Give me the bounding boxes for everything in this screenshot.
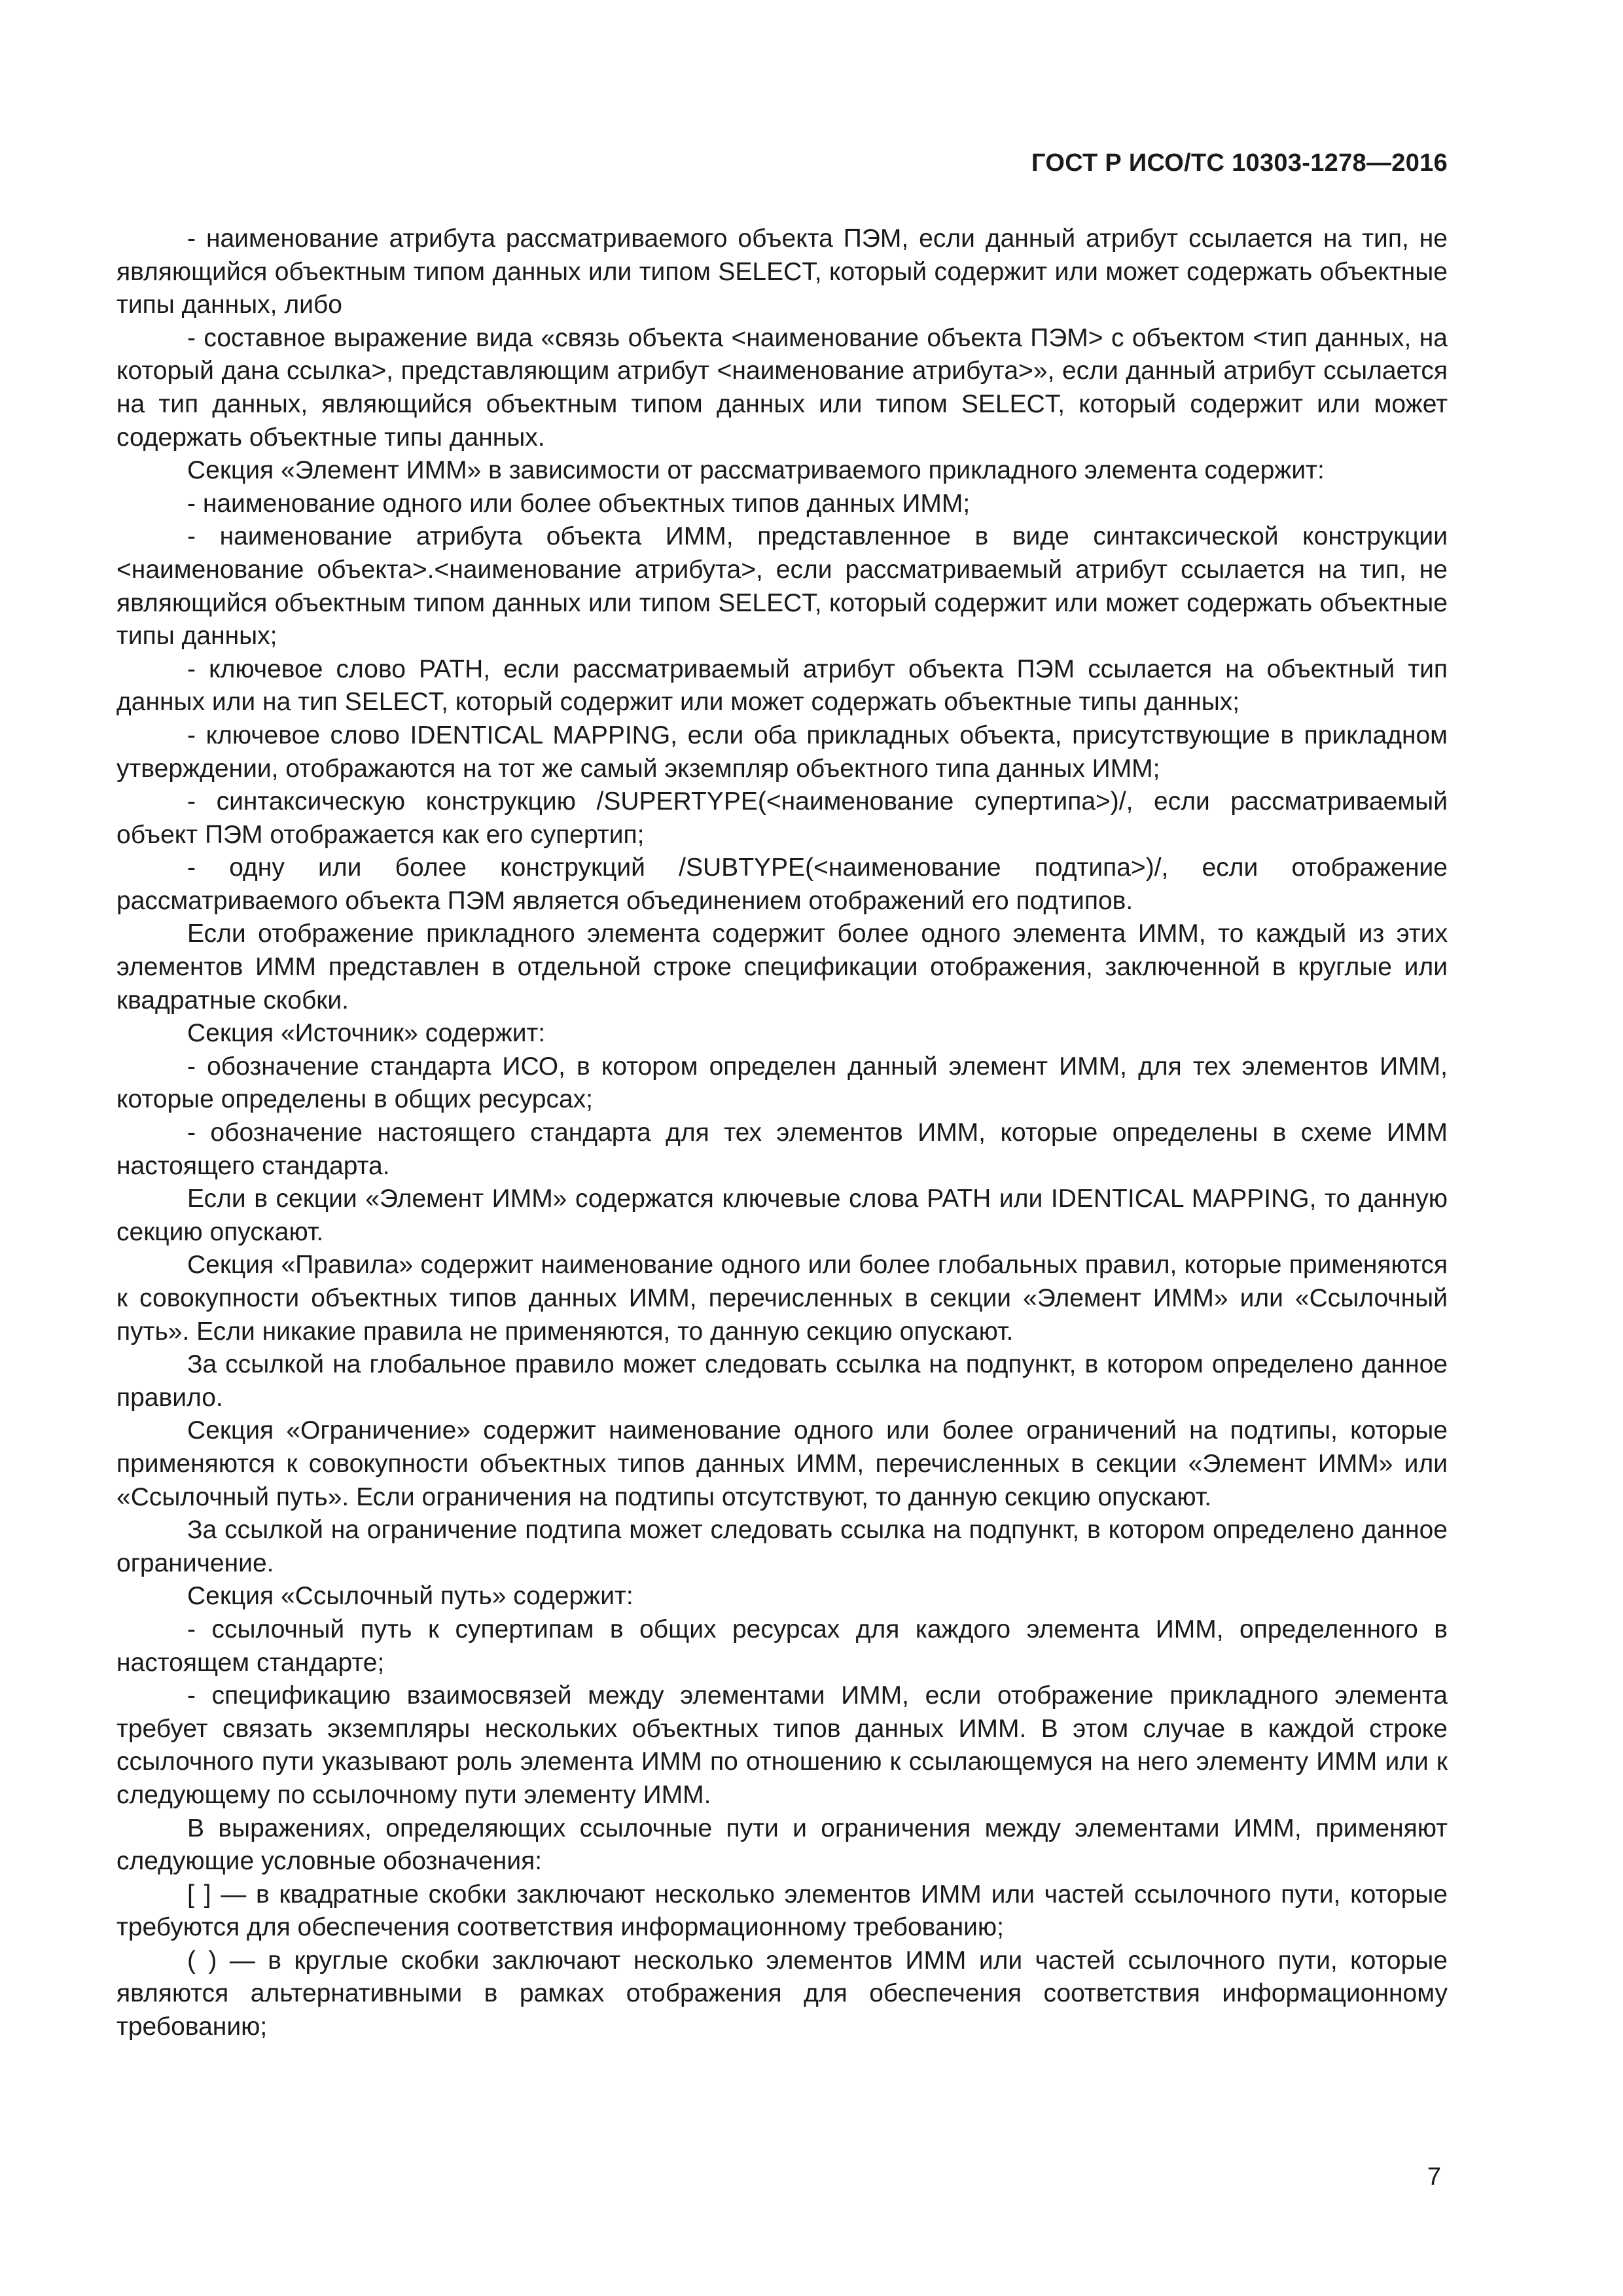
paragraph: За ссылкой на ограничение подтипа может следовать ссылка на подпункт, в котором определено данное ограничение.: [116, 1516, 1448, 1577]
page-number: 7: [1427, 2163, 1441, 2191]
paragraph: - спецификацию взаимосвязей между элементами ИММ, если отображение прикладного элемента требует связать экземпляры нескольких объектных типов данных ИММ. В этом случае в каждой строке ссылочного пути указывают роль элемента ИММ по отношению к ссылающемуся на него элементу ИММ или к следующему по ссылочному пути элементу ИММ.: [116, 1681, 1448, 1809]
paragraph: - одну или более конструкций /SUBTYPE(<наименование подтипа>)/, если отображение рассматриваемого объекта ПЭМ является объединением отображений его подтипов.: [116, 853, 1448, 915]
paragraph: - наименование атрибута объекта ИММ, представленное в виде синтаксической конструкции <наименование объекта>.<наименование атрибута>, если рассматриваемый атрибут ссылается на тип, не являющийся объектным типом данных или типом SELECT, который содержит или может содержать объектные типы данных;: [116, 522, 1448, 651]
paragraph: Секция «Элемент ИММ» в зависимости от рассматриваемого прикладного элемента содержит:: [187, 456, 1325, 485]
document-body: [116, 223, 1448, 2044]
paragraph: - синтаксическую конструкцию /SUPERTYPE(<наименование супертипа>)/, если рассматриваемый объект ПЭМ отображается как его супертип;: [116, 787, 1448, 849]
paragraph: - ссылочный путь к супертипам в общих ресурсах для каждого элемента ИММ, определенного в настоящем стандарте;: [116, 1615, 1448, 1677]
paragraph: - наименование одного или более объектных типов данных ИММ;: [187, 489, 971, 518]
paragraph: - ключевое слово PATH, если рассматриваемый атрибут объекта ПЭМ ссылается на объектный тип данных или на тип SELECT, который содержит или может содержать объектные типы данных;: [116, 655, 1448, 717]
paragraph: - обозначение настоящего стандарта для тех элементов ИММ, которые определены в схеме ИММ настоящего стандарта.: [116, 1119, 1448, 1180]
paragraph: Если в секции «Элемент ИММ» содержатся ключевые слова PATH или IDENTICAL MAPPING, то данную секцию опускают.: [116, 1185, 1448, 1246]
paragraph: ( ) — в круглые скобки заключают несколько элементов ИММ или частей ссылочного пути, которые являются альтернативными в рамках отображения для обеспечения соответствия информационному требованию;: [116, 1946, 1448, 2041]
standard-code-header: ГОСТ Р ИСО/ТС 10303-1278—2016: [1031, 149, 1448, 177]
paragraph: [ ] — в квадратные скобки заключают несколько элементов ИММ или частей ссылочного пути, которые требуются для обеспечения соответствия информационному требованию;: [116, 1880, 1448, 1942]
paragraph: - ключевое слово IDENTICAL MAPPING, если оба прикладных объекта, присутствующие в прикладном утверждении, отображаются на тот же самый экземпляр объектного типа данных ИММ;: [116, 721, 1448, 783]
paragraph: Секция «Ссылочный путь» содержит:: [187, 1582, 633, 1611]
paragraph: - составное выражение вида «связь объекта <наименование объекта ПЭМ> с объектом <тип данных, на который дана ссылка>, представляющим атрибут <наименование атрибута>», если данный атрибут ссылается на тип данных, являющийся объектным типом данных или типом SELECT, который содержит или может содержать объектные типы данных.: [116, 323, 1448, 452]
paragraph: Если отображение прикладного элемента содержит более одного элемента ИММ, то каждый из этих элементов ИММ представлен в отдельной строке спецификации отображения, заключенной в круглые или квадратные скобки.: [116, 920, 1448, 1014]
paragraph: - обозначение стандарта ИСО, в котором определен данный элемент ИММ, для тех элементов ИММ, которые определены в общих ресурсах;: [116, 1052, 1448, 1114]
paragraph: Секция «Правила» содержит наименование одного или более глобальных правил, которые применяются к совокупности объектных типов данных ИММ, перечисленных в секции «Элемент ИММ» или «Ссылочный путь». Если никакие правила не применяются, то данную секцию опускают.: [116, 1251, 1448, 1346]
paragraph: - наименование атрибута рассматриваемого объекта ПЭМ, если данный атрибут ссылается на тип, не являющийся объектным типом данных или типом SELECT, который содержит или может содержать объектные типы данных, либо: [116, 224, 1448, 319]
paragraph: За ссылкой на глобальное правило может следовать ссылка на подпункт, в котором определено данное правило.: [116, 1350, 1448, 1412]
paragraph: Секция «Ограничение» содержит наименование одного или более ограничений на подтипы, которые применяются к совокупности объектных типов данных ИММ, перечисленных в секции «Элемент ИММ» или «Ссылочный путь». Если ограничения на подтипы отсутствуют, то данную секцию опускают.: [116, 1416, 1448, 1511]
paragraph: Секция «Источник» содержит:: [187, 1019, 546, 1048]
paragraph: В выражениях, определяющих ссылочные пути и ограничения между элементами ИММ, применяют следующие условные обозначения:: [116, 1814, 1448, 1876]
